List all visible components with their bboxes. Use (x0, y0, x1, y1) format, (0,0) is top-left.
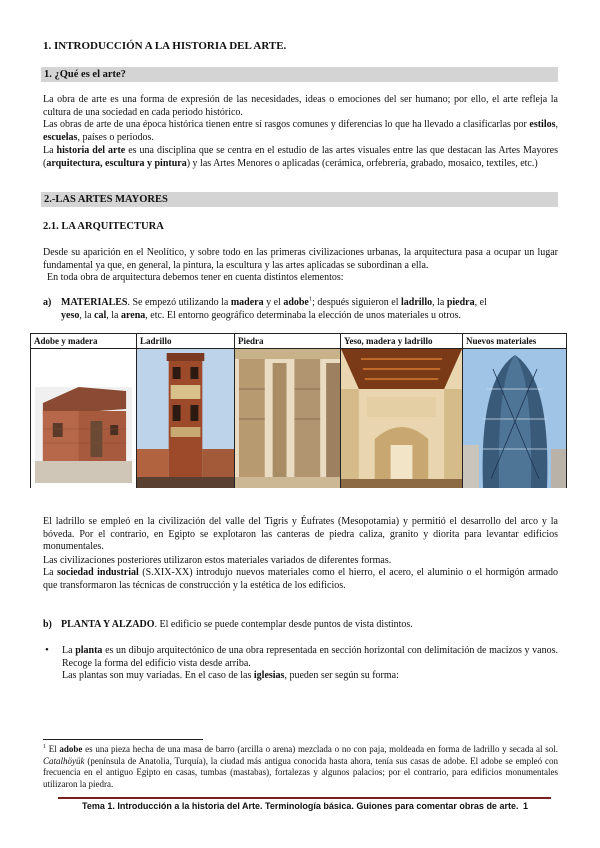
photo-adobe-house (31, 348, 136, 488)
caption-yeso: Yeso, madera y ladrillo (344, 336, 433, 346)
footnote-ref[interactable]: 1 (308, 295, 313, 303)
photo-brick-tower (137, 348, 234, 488)
paragraph-styles: Las obras de arte de una época histórica tienen entre sí rasgos comunes y diferencias lo que ha llevado a clasificarlas por estilos, escuelas, países o periodos. (43, 119, 558, 143)
footnote-separator (43, 739, 203, 740)
footer-rule (58, 797, 551, 799)
footnote-number: 1 (43, 744, 46, 750)
paragraph-brick-mesopotamia: El ladrillo se empleó en la civilización del valle del Tigris y Éufrates (Mesopotamia) y permitió el desarrollo del arco y la bóveda. Por el contrario, en Egipto se explotaron las canteras de piedra caliza, granito y diorita para levantar edificios monumentales. (43, 516, 558, 553)
paragraph-planta: La planta es un dibujo arquitectónico de una obra representada en sección horizontal con delimitación de macizos y vanos. Recoge la forma del edificio vista desde arriba. Las plantas son muy variadas. En el caso de las iglesias, pueden ser según su forma: (62, 645, 558, 682)
photo-modern-tower (463, 348, 566, 488)
term-estilos: estilos (529, 119, 556, 130)
subheading-arquitectura: 2.1. LA ARQUITECTURA (43, 221, 164, 232)
caption-adobe: Adobe y madera (34, 336, 98, 346)
paragraph-industrial-society: La sociedad industrial (S.XIX-XX) introdujo nuevos materiales como el hierro, el acero, el aluminio o el hormigón armado que transformaron las técnicas de construcción y la estética de los edificios. (43, 567, 558, 591)
term-historia-del-arte: historia del arte (56, 145, 126, 156)
caption-piedra: Piedra (238, 336, 264, 346)
photo-stone-columns (235, 348, 340, 488)
page-title: 1. INTRODUCCIÓN A LA HISTORIA DEL ARTE. (43, 40, 287, 52)
image-cell-ladrillo (137, 334, 235, 487)
item-materiales-title: MATERIALES (61, 297, 128, 308)
image-cell-piedra (235, 334, 341, 487)
term-iglesias: iglesias (253, 670, 285, 682)
page-footer: Tema 1. Introducción a la historia del Arte. Terminología básica. Guiones para comentar obras de arte. (82, 801, 519, 811)
footnote: $^1$ El adobe es una pieza hecha de una masa de barro (arcilla o arena) mezclada o no con paja, moldeada en forma de ladrillo y secada al sol. Catalhöyük (península de Anatolia, Turquía), la ciudad más antigua conocida hasta ahora, tenía sus casas de adobe. El adobe se empleó con frecuencia en el antiguo Egipto en casas, tumbas (mastabas), fortalezas y algunos palacios; por el contrario, para edificios monumentales utilizaron la piedra. (43, 744, 558, 789)
materials-image-table (30, 333, 567, 488)
section-heading-artes-mayores: 2.-LAS ARTES MAYORES (41, 192, 558, 207)
term-escuelas: escuelas (43, 131, 78, 143)
bullet-icon: • (45, 644, 49, 656)
caption-ladrillo: Ladrillo (140, 336, 172, 346)
term-sociedad-industrial: sociedad industrial (57, 567, 139, 578)
paragraph-later-civilizations: Las civilizaciones posteriores utilizaron estos materiales variados de diferentes formas. (43, 555, 392, 566)
paragraph-definition: La obra de arte es una forma de expresión de las necesidades, ideas o emociones del ser humano; por ello, el arte refleja la cultura de una sociedad en cada periodo histórico. (43, 94, 558, 118)
term-planta: planta (75, 645, 103, 656)
image-cell-nuevos (463, 334, 566, 487)
section-heading-que-es-el-arte: 1. ¿Qué es el arte? (41, 67, 558, 82)
image-cell-yeso (341, 334, 463, 487)
item-planta-alzado-title: PLANTA Y ALZADO (61, 619, 155, 630)
term-artes-mayores: arquitectura, escultura y pintura (46, 157, 187, 169)
paragraph-history-of-art: La historia del arte es una disciplina que se centra en el estudio de las artes visuales entre las que destacan las Artes Mayores (arquitectura, escultura y pintura) y las Artes Menores o aplicadas (cerámica, orfebrería, grabado, mosaico, textiles, etc.) (43, 145, 559, 169)
image-cell-adobe (31, 334, 137, 487)
item-materiales: a) MATERIALES. Se empezó utilizando la madera y el adobe$^1$; después siguieron el ladrillo, la piedra, el yeso, la cal, la arena, etc. El entorno geográfico determinaba la elección de unos materiales u otros. (43, 295, 487, 321)
paragraph-neolithic: Desde su aparición en el Neolítico, y sobre todo en las primeras civilizaciones urbanas, la arquitectura pasa a ocupar un lugar fundamental ya que, en general, la pintura, la escultura y las artes aplicadas se subordinan a ella. (43, 247, 558, 271)
paragraph-elements: En toda obra de arquitectura debemos tener en cuenta distintos elementos: (47, 272, 344, 283)
item-planta-alzado: b) PLANTA Y ALZADO. El edificio se puede contemplar desde puntos de vista distintos. (43, 619, 413, 630)
caption-nuevos: Nuevos materiales (466, 336, 537, 346)
photo-mudejar-interior (341, 348, 462, 488)
page-number: 1 (523, 801, 529, 811)
